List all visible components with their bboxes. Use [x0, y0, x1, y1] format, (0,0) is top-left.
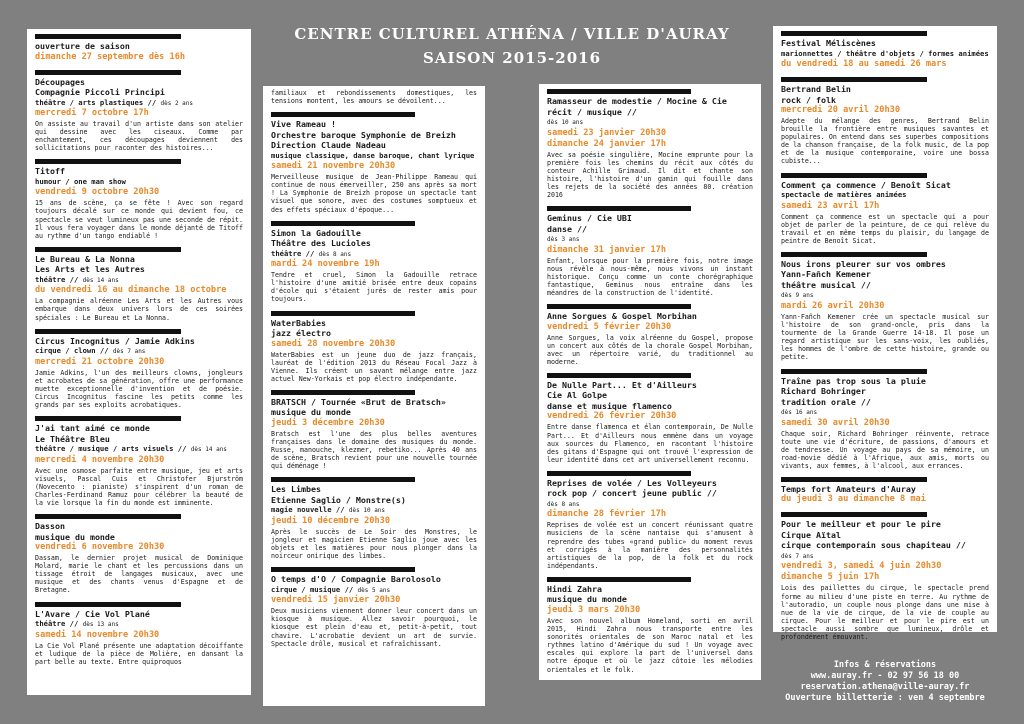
event-genre	[781, 290, 989, 301]
event-age: dès 14 ans	[82, 276, 119, 284]
event-title: BRATSCH / Tournée «Brut de Bratsch» musique du monde	[271, 396, 446, 418]
event-genre-text: théâtre //	[271, 248, 315, 258]
event-date: jeudi 3 mars 20h30	[547, 604, 641, 615]
event-description: Bratsch est l'une des plus belles aventures françaises dans le domaine des musiques du monde. Russe, manouche, klezmer, rebetiko... Après 40 ans de scène, Bratsch revient pour une nouvelle tournée qui déménage !	[271, 429, 477, 471]
event-date: dimanche 28 février 17h	[547, 509, 666, 520]
event-description: La compagnie alréenne Les Arts et les Autres vous embarque dans deux univers lors de ces soirées spéciales : Le Bureau et La Nonna.	[35, 297, 243, 322]
event-entry	[547, 572, 753, 676]
column-3	[539, 84, 761, 680]
info-block	[773, 660, 997, 704]
event-entry	[35, 29, 243, 65]
event-description: Dassam, le dernier projet musical de Dominique Molard, marie le chant et les percussions dans un tissage étroit de langages musicaux, avec une musique et des chants venus d'Espagne et de Bretagne.	[35, 554, 243, 595]
separator-bar	[781, 77, 927, 82]
event-date: vendredi 15 janvier 20h30	[271, 595, 401, 606]
separator-bar	[547, 206, 691, 211]
event-entry	[781, 507, 989, 643]
event-genre	[547, 117, 753, 128]
event-description: Reprises de volée est un concert réunissant quatre musiciens de la scène nantaise qui s'amusent à reprendre des tubes «grand public» du moment revus et corrigés à la manière des personnalités artistiques de la pop, de la folk et du rock indépendants.	[547, 521, 753, 570]
event-date: vendredi 3, samedi 4 juin 20h30 dimanche 5 juin 17h	[781, 561, 942, 583]
event-title: Les Limbes Etienne Saglio / Monstre(s)	[271, 484, 406, 505]
header-title: CENTRE CULTUREL ATHÉNA / VILLE D'AURAY	[294, 25, 730, 43]
event-genre-text: cirque / clown //	[35, 346, 109, 356]
separator-bar	[35, 247, 181, 252]
separator-bar	[271, 567, 415, 572]
separator-bar	[547, 304, 691, 309]
event-description: Avec une osmose parfaite entre musique, jeu et arts visuels, Pascal Cuis et Christofer Bjurström (Novecento : pianiste) s'inspirent d'un roman de Charles-Ferdinand Ramuz pour célébrer la beauté de la vie lorsque la fin du monde est imminente.	[35, 466, 243, 507]
event-age: dès 16 ans	[781, 409, 818, 416]
separator-bar	[781, 369, 927, 374]
event-title: Ramasseur de modestie / Mocine & Cie récit / musique //	[547, 96, 727, 117]
event-date: du vendredi 18 au samedi 26 mars	[781, 59, 947, 69]
event-description: familiaux et rebondissements domestiques, les tensions montent, les amours se dévoilent...	[271, 89, 477, 106]
event-description: WaterBabies est un jeune duo de jazz français, lauréat de l'édition 2013 du Réseau Focal Jazz à Vienne. Ils créent un savant mélange entre jazz actuel New-Yorkais et pop électro indépendante.	[271, 350, 477, 383]
event-date: vendredi 5 février 20h30	[547, 321, 672, 332]
event-age: dès 5 ans	[357, 586, 391, 594]
event-entry	[781, 247, 989, 364]
event-description: Anne Sorgues, la voix alréenne du Gospel, propose un concert aux côtés de la chorale Gospel Morbihan, avec un répertoire varié, du traditionnel au moderne.	[547, 333, 753, 366]
event-age: dès 10 ans	[348, 507, 386, 515]
separator-bar	[547, 89, 691, 94]
event-title: Circus Incognitus / Jamie Adkins	[35, 335, 195, 346]
event-genre	[271, 585, 477, 596]
event-date: du jeudi 3 au dimanche 8 mai	[781, 494, 926, 505]
separator-bar	[781, 477, 927, 482]
event-entry	[35, 411, 243, 509]
event-title: Traîne pas trop sous la pluie Richard Bohringer tradition orale //	[781, 375, 926, 407]
event-age: dès 7 ans	[112, 348, 146, 356]
event-title: Hindi Zahra musique du monde	[547, 583, 627, 605]
event-date: samedi 14 novembre 20h30	[35, 629, 160, 640]
event-genre	[35, 444, 243, 455]
event-date: vendredi 26 février 20h30	[547, 411, 677, 422]
event-date: jeudi 3 décembre 20h30	[271, 417, 385, 428]
event-entry	[547, 368, 753, 466]
event-description: Yann-Fañch Kemener crée un spectacle musical sur l'histoire de son grand-oncle, pris dans la tourmente de la Grande Guerre 14-18. Il pose un regard artistique sur les sans-voix, les oubliés, les hommes de l'ombre de cette histoire, grande ou petite.	[781, 312, 989, 362]
event-entry	[271, 86, 477, 107]
event-title: De Nulle Part... Et d'Ailleurs Cie Al Golpe danse et musique flamenco	[547, 379, 697, 411]
event-description: Chaque soir, Richard Bohringer réinvente, retrace toute une vie d'écriture, de passions, d'amours et de tendresse. Un voyage au pays de sa mémoire, un road-movie dédié à l'Afrique, aux amis, morts ou vivants, aux femmes, à l'alcool, aux errances.	[781, 429, 989, 470]
event-description: 15 ans de scène, ça se fête ! Avec son regard toujours décalé sur ce monde qui devient fou, ce spectacle se veut lumineux pas une seconde de répit. Il vous fera voyager dans le monde déjanté de Titoff au rythme d'un tango endiablé !	[35, 199, 243, 240]
event-title: Vive Rameau ! Orchestre baroque Symphonie de Breizh Direction Claude Nadeau	[271, 119, 456, 151]
event-description: On assiste au travail d'un artiste dans son atelier qui dessine avec les ciseaux. Comme par enchantement, ces découpages deviennent des sollicitations pour raconter des histoires...	[35, 120, 243, 153]
event-entry	[271, 107, 477, 215]
event-genre-text: théâtre //	[35, 274, 79, 284]
event-genre	[35, 619, 243, 630]
event-date: jeudi 10 décembre 20h30	[271, 515, 390, 526]
event-genre-text: théâtre / musique / arts visuels //	[35, 444, 187, 454]
event-date: samedi 30 avril 20h30	[781, 417, 890, 428]
event-entry	[271, 472, 477, 562]
event-title: Comment ça commence / Benoît Sicat	[781, 179, 951, 190]
event-genre	[271, 505, 477, 516]
event-description: Enfant, lorsque pour la première fois, notre image nous révèle à nous-même, nous vivons un instant historique. Conçu comme un conte chorégraphique fantastique, Geminus nous entraîne dans les méandres de la construction de l'identité.	[547, 256, 753, 297]
event-genre	[35, 275, 243, 286]
event-genre-text: spectacle de matières animées	[781, 190, 907, 200]
event-entry	[35, 154, 243, 241]
event-entry	[271, 385, 477, 472]
event-entry	[271, 562, 477, 649]
event-date: du vendredi 16 au dimanche 18 octobre	[35, 285, 227, 296]
event-entry	[35, 242, 243, 324]
event-title: Reprises de volée / Les Volleyeurs rock pop / concert jeune public //	[547, 477, 717, 499]
event-genre	[781, 49, 989, 60]
event-title: Anne Sorgues & Gospel Morbihan	[547, 311, 697, 322]
separator-bar	[271, 112, 415, 117]
event-genre-text: théâtre //	[35, 619, 79, 629]
event-genre-text: marionnettes / théâtre d'objets / formes animées	[781, 48, 989, 58]
event-age: dès 3 ans	[547, 236, 580, 244]
event-entry	[781, 72, 989, 168]
event-date: mercredi 7 octobre 17h	[35, 108, 149, 118]
event-genre-text: humour / one man show	[35, 176, 126, 186]
event-age: dès 7 ans	[781, 552, 814, 560]
event-entry	[35, 509, 243, 596]
info-title: Infos & réservations	[833, 660, 937, 670]
event-age: dès 8 ans	[318, 250, 352, 258]
event-entry	[781, 364, 989, 472]
event-title: Titoff	[35, 166, 65, 177]
event-title: Bertrand Belin rock / folk	[781, 84, 851, 105]
separator-bar	[271, 311, 415, 316]
separator-bar	[547, 471, 691, 476]
event-description: La Cie Vol Plané présente une adaptation décoiffante et ludique de la pièce de Molière, en dansant la part belle au texte. Entre quiproquos	[35, 641, 243, 666]
event-entry	[35, 324, 243, 411]
event-entry	[547, 84, 753, 201]
separator-bar	[547, 577, 691, 582]
event-genre-text: musique classique, danse baroque, chant lyrique	[271, 150, 475, 160]
separator-bar	[781, 173, 927, 178]
event-title: WaterBabies jazz électro	[271, 317, 331, 339]
event-title: Geminus / Cie UBI danse //	[547, 213, 632, 234]
event-date: samedi 28 novembre 20h30	[271, 338, 396, 349]
separator-bar	[35, 602, 181, 607]
event-date: dimanche 31 janvier 17h	[547, 244, 666, 255]
event-date: vendredi 6 novembre 20h30	[35, 542, 165, 553]
event-age: dès 9 ans	[781, 292, 814, 300]
separator-bar	[35, 514, 181, 519]
event-genre	[781, 190, 989, 201]
event-title: L'Avare / Cie Vol Plané	[35, 608, 150, 619]
info-email[interactable]: reservation.athena@ville-auray.fr	[800, 682, 970, 692]
event-entry	[547, 299, 753, 368]
event-age: dès 8 ans	[547, 500, 580, 508]
event-description: Tendre et cruel, Simon la Gadouille retrace l'histoire d'une amitié brisée entre deux copains d'école qui s'étaient jurés de rester amis pour toujours.	[271, 271, 477, 304]
event-description: Adepte du mélange des genres, Bertrand Belin brouille la frontière entre musiques savantes et populaires. On entend dans ses superbes compositions de la chanson française, de la folk music, de la pop et de la musique contemporaine, voire une bossa cubiste...	[781, 117, 989, 166]
event-title: Nous irons pleurer sur vos ombres Yann-Fañch Kemener théâtre musical //	[781, 258, 946, 290]
separator-bar	[271, 221, 415, 226]
info-web[interactable]: www.auray.fr - 02 97 56 18 00	[810, 671, 960, 681]
event-entry	[271, 306, 477, 385]
event-description: Après le succès de Le Soir des Monstres, le jongleur et magicien Etienne Saglio joue avec les objets et les matières pour nous plonger dans la noirceur onirique des limbes.	[271, 527, 477, 561]
event-title: ouverture de saison	[35, 41, 130, 51]
brochure-header	[262, 22, 762, 70]
event-entry	[35, 65, 243, 155]
event-genre	[35, 346, 243, 357]
event-date: mardi 26 avril 20h30	[781, 300, 885, 311]
separator-bar	[781, 512, 927, 517]
event-genre	[35, 177, 243, 188]
separator-bar	[781, 252, 927, 257]
column-2	[263, 86, 485, 706]
column-1	[27, 29, 251, 695]
event-genre	[271, 151, 477, 162]
separator-bar	[35, 329, 181, 334]
separator-bar	[781, 31, 927, 36]
event-entry	[781, 472, 989, 508]
info-box-office: Ouverture billetterie : ven 4 septembre	[785, 693, 985, 703]
event-date: samedi 21 novembre 20h30	[271, 161, 396, 172]
event-description: Merveilleuse musique de Jean-Philippe Rameau qui continue de nous émerveiller, 250 ans après sa mort ! La Symphonie de Breizh propose un spectacle tant visuel que sonore, avec des costumes somptueux et des effets spéciaux d'époque...	[271, 173, 477, 214]
separator-bar	[35, 416, 181, 421]
event-description: Jamie Adkins, l'un des meilleurs clowns, jongleurs et acrobates de sa génération, offre une performance muette exceptionnelle d'invention et de poésie. Circus Incognitus fascine les petits comme les grands par ses exploits acrobatiques.	[35, 368, 243, 409]
event-description: Avec sa poésie singulière, Mocine emprunte pour la première fois les chemins du récit aux côtés du conteur Achille Grimaud. Il dit et chante son histoire, l'histoire d'un gamin qui fouille dans les rejets de la société des années 80. création 2016	[547, 150, 753, 199]
event-genre	[547, 234, 753, 245]
event-genre	[35, 98, 243, 109]
event-entry	[271, 216, 477, 306]
separator-bar	[547, 373, 691, 378]
event-entry	[781, 26, 989, 72]
event-entry	[547, 466, 753, 572]
event-title: O temps d'O / Compagnie Barolosolo	[271, 574, 441, 585]
separator-bar	[35, 159, 181, 164]
event-genre	[547, 499, 753, 510]
event-date: samedi 23 janvier 20h30 dimanche 24 janvier 17h	[547, 127, 666, 149]
event-date: mardi 24 novembre 19h	[271, 259, 380, 270]
event-genre-text: cirque / musique //	[271, 584, 354, 594]
event-date: mercredi 4 novembre 20h30	[35, 454, 165, 465]
separator-bar	[271, 477, 415, 482]
event-title: Découpages Compagnie Piccoli Principi	[35, 76, 165, 97]
event-age: dès 13 ans	[82, 621, 119, 629]
event-entry	[547, 201, 753, 299]
column-4	[773, 26, 997, 642]
event-description: Deux musiciens viennent donner leur concert dans un kiosque à musique. Allez savoir pourquoi, le kiosque est plein d'eau et, petit-à-petit, tout chavire. L'acrobatie devient un art de survie. Spectacle drôle, musical et rafraîchissant.	[271, 607, 477, 648]
event-description: Lois des paillettes du cirque, le spectacle prend forme au milieu d'une piste en terre. Au rythme de l'autoradio, un couple nous plonge dans une mise à nue de la vie de cirque, de la vie de couple au cirque. Pour le meilleur et pour le pire est un spectacle aussi sombre que lumineux, drôle et profondément émouvant.	[781, 584, 989, 642]
event-date: dimanche 27 septembre dès 16h	[35, 51, 186, 62]
event-genre	[781, 407, 989, 418]
event-title: Pour le meilleur et pour le pire Cirque Aïtal cirque contemporain sous chapiteau //	[781, 519, 966, 551]
event-title: Simon la Gadouille Théâtre des Lucioles	[271, 227, 371, 249]
event-genre	[781, 551, 989, 562]
event-date: mercredi 20 avril 20h30	[781, 105, 900, 115]
separator-bar	[271, 390, 415, 395]
event-description: Avec son nouvel album Homeland, sorti en avril 2015, Hindi Zahra nous transporte entre les sonorités orientales de son Maroc natal et les rythmes latino d'Amérique du sud ! Un voyage avec escales qui explore la part de l'universel dans notre époque et où le jazz côtoie les mélodies orientales et le folk.	[547, 616, 753, 674]
event-genre-text: théâtre / arts plastiques //	[35, 97, 157, 107]
event-age: dès 10 ans	[547, 119, 584, 126]
event-date: vendredi 9 octobre 20h30	[35, 187, 160, 198]
header-season: SAISON 2015-2016	[422, 49, 602, 67]
event-date: samedi 23 avril 17h	[781, 200, 880, 211]
event-title: Festival Méliscènes	[781, 38, 876, 48]
event-description: Comment ça commence est un spectacle qui a pour objet de parler de la peinture, de ce qui relève du travail et en même temps du plaisir, du langage de peintre de Benoît Sicat.	[781, 212, 989, 245]
separator-bar	[35, 70, 181, 75]
event-title: Le Bureau & La Nonna Les Arts et les Autres	[35, 253, 145, 275]
event-title: Temps fort Amateurs d'Auray	[781, 483, 916, 494]
event-date: mercredi 21 octobre 20h30	[35, 356, 165, 367]
separator-bar	[35, 34, 181, 39]
event-title: Dasson musique du monde	[35, 521, 115, 542]
event-title: J'ai tant aimé ce monde Le Théâtre Bleu	[35, 423, 150, 444]
event-age: dès 14 ans	[190, 446, 227, 454]
event-genre-text: magie nouvelle //	[271, 505, 345, 515]
event-entry	[781, 168, 989, 247]
event-description: Entre danse flamenca et élan contemporain, De Nulle Part... Et d'Ailleurs nous emmène dans un voyage aux sources du Flamenco, en racontant l'histoire des gitans d'Espagne qui ont trouvé l'expression de leur identité dans cet art universellement reconnu.	[547, 423, 753, 464]
event-age: dès 2 ans	[160, 99, 194, 107]
event-entry	[35, 597, 243, 668]
event-genre	[271, 249, 477, 260]
